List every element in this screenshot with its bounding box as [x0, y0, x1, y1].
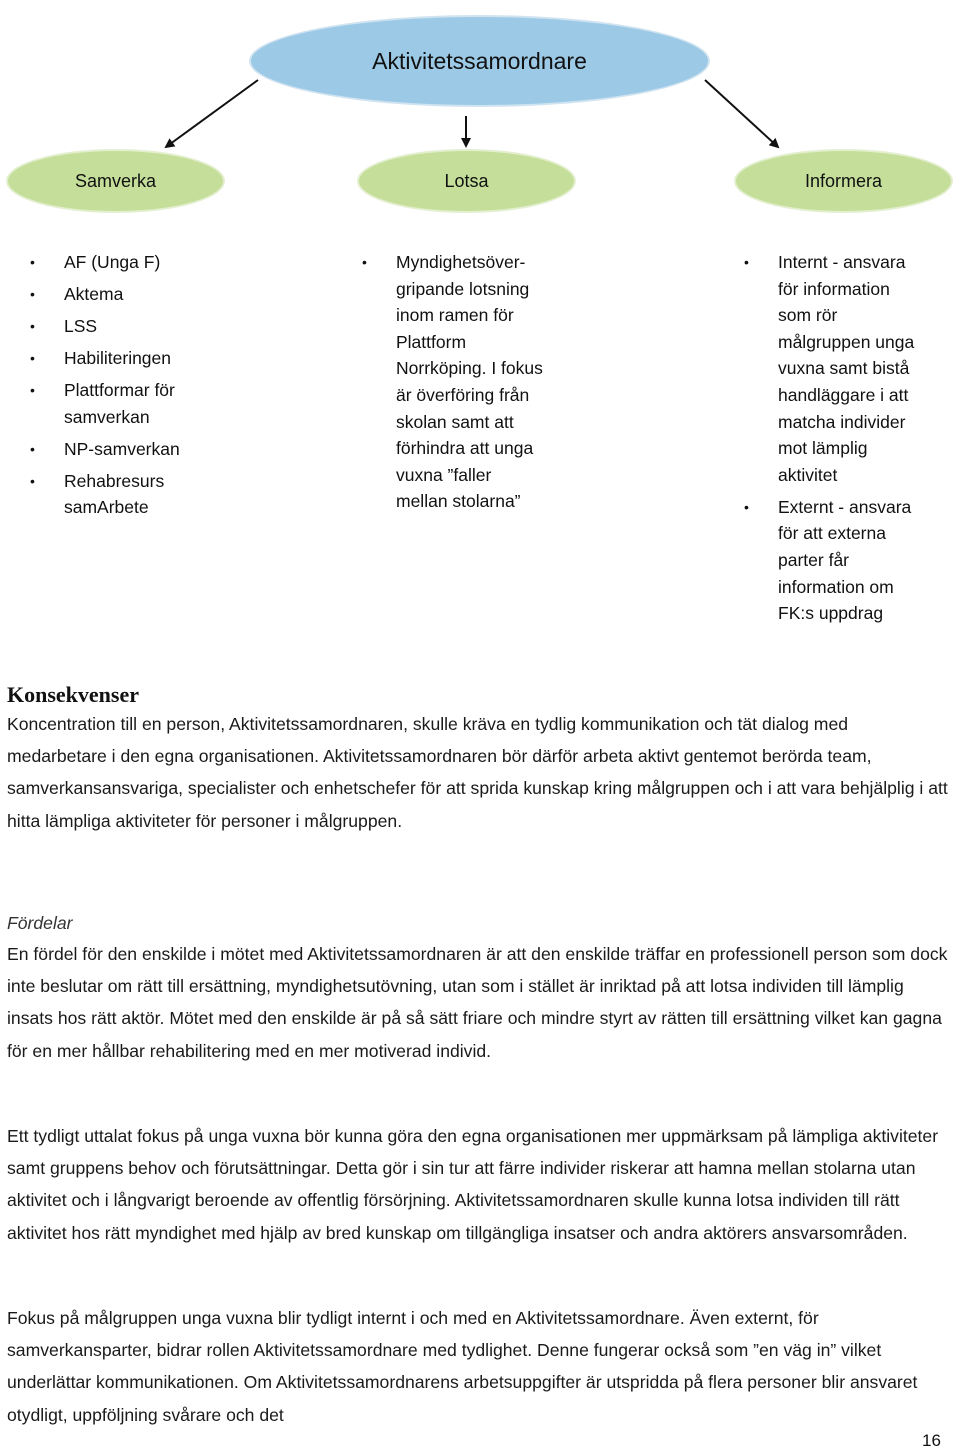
fordelar-heading: Fördelar: [7, 913, 73, 933]
lotsa-list: [362, 249, 596, 515]
bullet-item: [30, 436, 180, 463]
bullet-text: AF (Unga F): [64, 252, 161, 272]
bullet-item: [30, 313, 180, 340]
diagram-node-label: Informera: [804, 170, 883, 191]
informera-list: [744, 249, 958, 632]
bullet-text: Internt - ansvara för information som rör målgruppen unga vuxna samt bistå handläggare i att matcha individer mot lämplig aktivitet: [778, 252, 915, 485]
bullet-icon: •: [30, 440, 35, 457]
bullet-icon: •: [30, 381, 35, 398]
bullet-text: Aktema: [64, 283, 124, 304]
bullet-item: [30, 468, 180, 521]
bullet-text: Rehabresurs samArbete: [64, 470, 165, 518]
konsekvenser-paragraph: Koncentration till en person, Aktivitetssamordnaren, skulle kräva en tydlig kommunikation och tät dialog med medarbetare i den egna organisationen. Aktivitetssamordnaren bör därför arbeta aktivt gentemot berörda team, samverkansansvariga, specialister och enhetschefer för att sprida kunskap kring målgruppen och i att vara behjälplig i att hitta lämpliga aktiviteter för personer i målgruppen.: [7, 714, 948, 831]
bullet-text: Myndighetsöver- gripande lotsning inom ramen för Plattform Norrköping. I fokus är överföring från skolan samt att förhindra att unga vuxna ”faller mellan stolarna”: [396, 252, 543, 512]
diagram-node-samverka: [6, 149, 225, 213]
arrow-left: [166, 80, 258, 147]
diagram-root-node: [249, 15, 710, 107]
bullet-item: [744, 249, 958, 488]
bullet-text: Plattformar för samverkan: [64, 379, 175, 427]
bullet-item: [744, 494, 958, 627]
bullet-icon: •: [30, 254, 35, 270]
bullet-icon: •: [30, 317, 35, 334]
bullet-icon: •: [362, 254, 367, 270]
bullet-icon: •: [30, 472, 35, 489]
fordelar-paragraph-3: Fokus på målgruppen unga vuxna blir tydligt internt i och med en Aktivitetssamordnare. Även externt, för samverkansparter, bidrar rollen Aktivitetssamordnare med tydlighet. Denne fungerar också som ”en väg in” vilket underlättar kommunikationen. Om Aktivitetssamordnarens arbetsuppgifter är utspridda på flera personer blir ansvaret otydligt, uppföljning svårare och det: [7, 1308, 918, 1425]
page-number: 16: [922, 1431, 941, 1450]
bullet-icon: •: [744, 498, 749, 515]
bullet-text: NP-samverkan: [64, 438, 180, 459]
diagram-root-label: Aktivitetssamordnare: [372, 47, 587, 74]
bullet-item: [30, 345, 180, 372]
bullet-item: [362, 249, 596, 515]
bullet-icon: •: [30, 285, 35, 302]
konsekvenser-heading: Konsekvenser: [7, 682, 139, 707]
arrow-right: [705, 80, 778, 147]
fordelar-paragraph-1: En fördel för den enskilde i mötet med Aktivitetssamordnaren är att den enskilde träffar en professionell person som dock inte beslutar om rätt till ersättning, myndighetsutövning, utan som i stället är inriktad på att lotsa individen till lämplig insats hos rätt aktör. Mötet med den enskilde är på så sätt friare och mindre styrt av rätten till ersättning vilket kan gagna för en mer hållbar rehabilitering med en mer motiverad individ.: [7, 944, 948, 1061]
bullet-text: LSS: [64, 315, 98, 336]
bullet-text: Habiliteringen: [64, 347, 172, 368]
diagram-node-label: Lotsa: [444, 170, 489, 191]
fordelar-paragraph-2: Ett tydligt uttalat fokus på unga vuxna bör kunna göra den egna organisationen mer uppmärksam på lämpliga aktiviteter samt gruppens behov och förutsättningar. Detta gör i sin tur att färre individer riskerar att hamna mellan stolarna utan aktivitet och i långvarigt beroende av offentlig försörjning. Aktivitetssamordnaren skulle kunna lotsa individen till rätt aktivitet hos rätt myndighet med hjälp av bred kunskap om tillgängliga insatser och andra aktörers ansvarsområden.: [7, 1126, 939, 1243]
diagram-node-informera: [734, 149, 953, 213]
bullet-item: [30, 249, 180, 276]
bullet-icon: •: [30, 349, 35, 366]
bullet-text: Externt - ansvara för att externa parter får information om FK:s uppdrag: [778, 496, 912, 624]
diagram-node-lotsa: [357, 149, 576, 213]
samverka-list: [30, 249, 180, 526]
bullet-item: [30, 377, 180, 430]
bullet-icon: •: [744, 254, 749, 270]
bullet-item: [30, 281, 180, 308]
diagram-node-label: Samverka: [74, 170, 157, 191]
